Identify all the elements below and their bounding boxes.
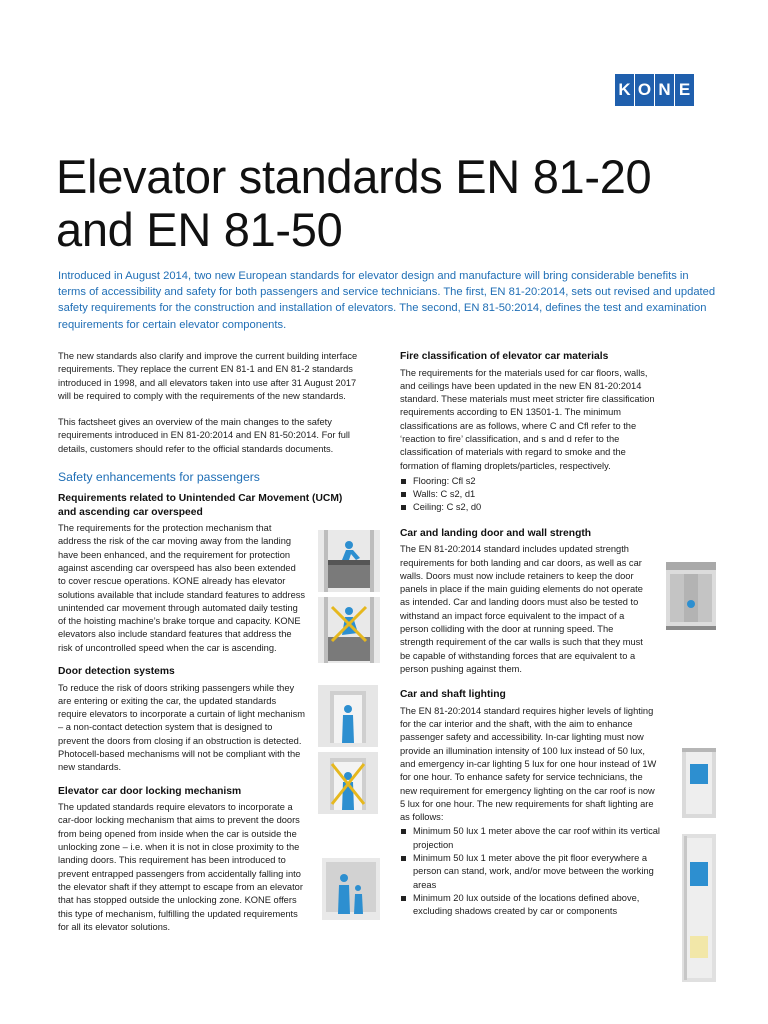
logo-letter: N	[655, 74, 674, 106]
list-item: Ceiling: C s2, d0	[400, 501, 662, 514]
strength-heading: Car and landing door and wall strength	[400, 527, 592, 539]
title-line-1: Elevator standards EN 81-20	[56, 150, 652, 203]
strength-body: The EN 81-20:2014 standard includes updated strength requirements for both landing and car doors, as well as car walls. Doors must now include retainers to keep the door panels in place if the main guiding elements do not operate as intended. Car and landing doors must also be tested to withstand an impact force equivalent to the impact of a person colliding with the door at running speed. The strength requirement of the car walls is such that they must be capable of withstanding forces that are equivalent to a person pushing against them.	[400, 544, 643, 674]
door-detection-illustration-2	[318, 752, 378, 814]
intro-paragraph: Introduced in August 2014, two new European standards for elevator design and manufacture will bring considerable benefits in terms of accessibility and safety for both passengers and service technicians. The first, EN 81-20:2014, sets out revised and updated safety requirements for the construction and installation of elevators. The second, EN 81-50:2014, defines the test and examination requirements for certain elevator components.	[58, 270, 716, 331]
logo-letter: E	[675, 74, 694, 106]
fire-list	[400, 475, 662, 515]
door-detection-body: To reduce the risk of doors striking passengers while they are entering or exiting the car, the updated standards require elevators to incorporate a curtain of light mechanism – a non-contact detection system that is designed to prevent the doors from closing if an obstruction is detected. Photocell-based mechanisms will not be compliant with the new standards.	[58, 682, 306, 773]
lighting-heading: Car and shaft lighting	[400, 689, 506, 701]
door-locking-illustration	[322, 858, 380, 920]
right-column	[400, 350, 662, 918]
title-line-2: and EN 81-50	[56, 203, 343, 256]
door-detection-heading: Door detection systems	[58, 666, 175, 678]
section-heading-safety: Safety enhancements for passengers	[58, 470, 260, 485]
ucm-illustration-2	[318, 597, 380, 663]
locking-body: The updated standards require elevators to incorporate a car-door locking mechanism that aims to prevent the doors from being opened from inside when the car is outside the unlocking zone – i.e. when it is not in close proximity to the landing doors. This requirement has been introduced to prevent entrapped passengers from accidentally falling into the elevator shaft if they attempt to escape from an elevator that has stopped outside the unlocking zone. KONE offers this type of mechanism, fulfilling the updated requirements for all its elevator solutions.	[58, 802, 303, 932]
intro-body-1: The new standards also clarify and improve the current building interface requirements. They replace the current EN 81-1 and EN 81-2 standards introduced in 1998, and all elevators taken into use after 31 August 2017 will be required to comply with the requirements of the new standards.	[58, 351, 358, 401]
ucm-illustration-1	[318, 530, 380, 592]
list-item: Minimum 50 lux 1 meter above the car roof within its vertical projection	[400, 825, 662, 852]
list-item: Walls: C s2, d1	[400, 488, 662, 501]
lighting-body: The EN 81-20:2014 standard requires higher levels of lighting for the car interior and the shaft, with the aim to enhance passenger safety and accessibility. In-car lighting must now provide an illumination intensity of 100 lux instead of 50 lux, and emergency in-car lighting 5 lux for one hour instead of 1W for one hour. To enhance safety for service technicians, the new requirement for emergency lighting on the car roof is now 5 lux for one hour. The new requirements for shaft lighting are as follows:	[400, 705, 657, 823]
kone-logo	[615, 74, 694, 106]
ucm-body: The requirements for the protection mechanism that address the risk of the car moving away from the landing have been enhanced, and the requirement for protection against ascending car overspeed has also been extended to cover rescue operations. KONE already has elevator solutions available that include standard features to address unintended car movement through automated daily testing of the hoisting machine’s brake torque and capacity. KONE elevators also include standard features that address the risk of uncontrolled speed when the car is ascending.	[58, 523, 306, 653]
lighting-list	[400, 825, 662, 918]
list-item: Minimum 20 lux outside of the locations defined above, excluding shadows created by car or components	[400, 892, 662, 919]
intro-body-2: This factsheet gives an overview of the main changes to the safety requirements introduced in EN 81-20:2014 and EN 81-50:2014. For full details, customers should refer to the official standards documents.	[58, 417, 350, 454]
page-title	[56, 150, 736, 256]
logo-letter: O	[635, 74, 654, 106]
list-item: Flooring: Cfl s2	[400, 475, 662, 488]
locking-heading: Elevator car door locking mechanism	[58, 785, 242, 797]
wall-strength-illustration	[662, 560, 720, 634]
logo-letter: K	[615, 74, 634, 106]
car-lighting-illustration	[676, 744, 722, 822]
fire-heading: Fire classification of elevator car materials	[400, 351, 609, 362]
door-detection-illustration-1	[318, 685, 378, 747]
fire-body: The requirements for the materials used for car floors, walls, and ceilings have been updated in the new EN 81-20:2014 standard. These materials must meet stricter fire classification requirements according to EN 13501-1. The minimum classifications are as follows, where C and Cfl refer to the ‘reaction to fire’ classification, and s and d refer to the classification of materials with regard to smoke and the formation of flaming droplets/particles, respectively.	[400, 367, 655, 471]
list-item: Minimum 50 lux 1 meter above the pit floor everywhere a person can stand, work, and/or move between the working areas	[400, 852, 662, 892]
shaft-lighting-illustration	[676, 832, 722, 986]
ucm-heading: Requirements related to Unintended Car Movement (UCM) and ascending car overspeed	[58, 493, 343, 518]
